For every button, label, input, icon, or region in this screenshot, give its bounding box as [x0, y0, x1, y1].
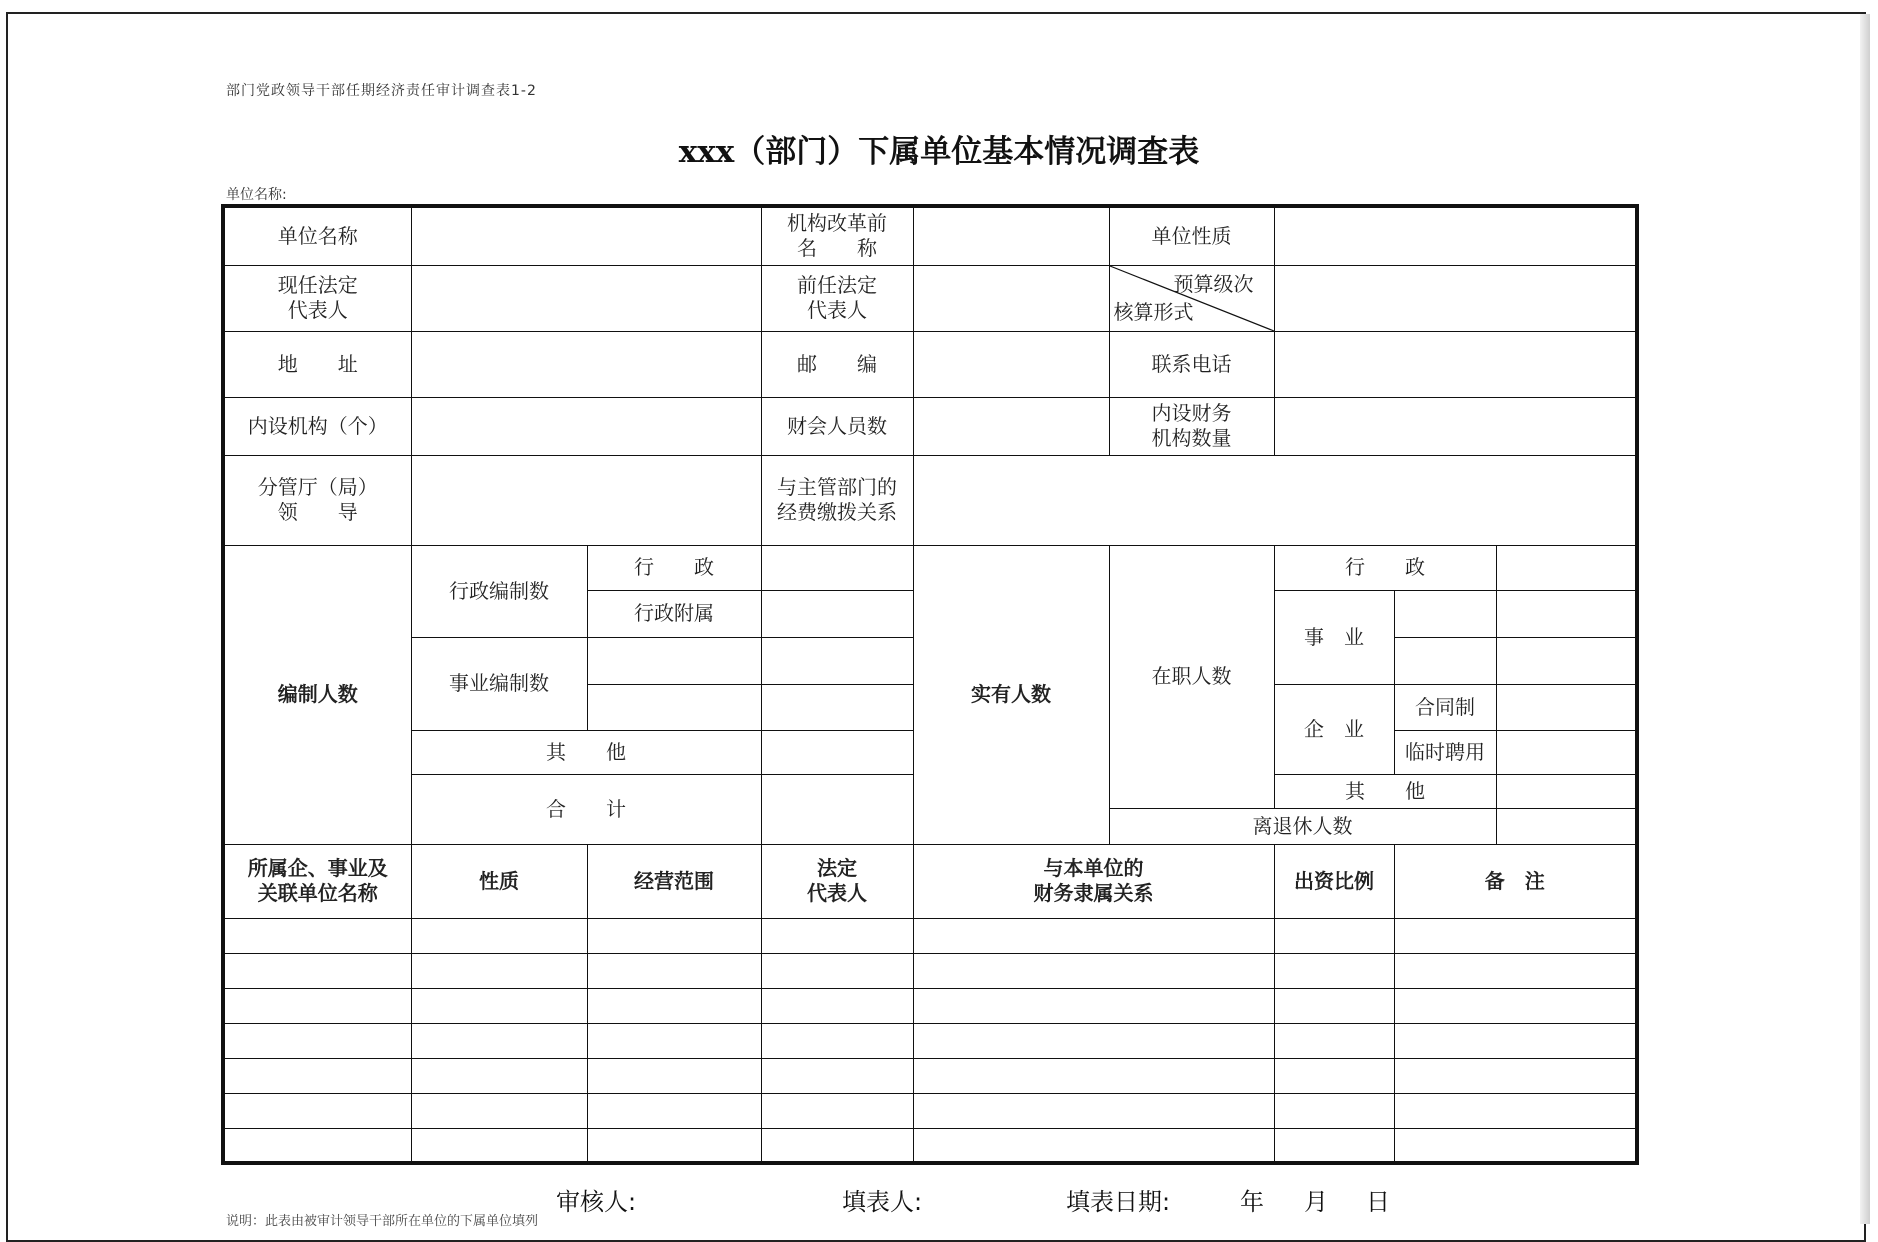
- fill-date-label: 填表日期:: [1066, 1188, 1171, 1216]
- table-cell[interactable]: [913, 988, 1274, 1023]
- phone-field[interactable]: [1274, 331, 1637, 397]
- internal-orgs-label: 内设机构（个）: [223, 397, 411, 455]
- nature-header: 性质: [411, 844, 587, 918]
- table-cell[interactable]: [587, 1128, 761, 1163]
- table-cell[interactable]: [587, 1093, 761, 1128]
- table-cell[interactable]: [913, 1058, 1274, 1093]
- table-cell[interactable]: [223, 988, 411, 1023]
- current-rep-label: 现任法定 代表人: [223, 265, 411, 331]
- actual-staff-label: 实有人数: [913, 545, 1109, 844]
- finance-staff-field[interactable]: [913, 397, 1109, 455]
- table-cell[interactable]: [1394, 1023, 1637, 1058]
- table-cell[interactable]: [587, 1058, 761, 1093]
- internal-orgs-field[interactable]: [411, 397, 761, 455]
- former-rep-label: 前任法定 代表人: [761, 265, 913, 331]
- table-cell[interactable]: [587, 988, 761, 1023]
- other-field[interactable]: [761, 730, 913, 774]
- leader-label: 分管厅（局） 领 导: [223, 455, 411, 545]
- actual-other-field[interactable]: [1496, 774, 1637, 808]
- table-cell[interactable]: [1394, 1128, 1637, 1163]
- table-cell[interactable]: [1274, 988, 1394, 1023]
- address-label: 地 址: [223, 331, 411, 397]
- actual-admin-label: 行 政: [1274, 545, 1496, 590]
- former-rep-field[interactable]: [913, 265, 1109, 331]
- admin-label: 行 政: [587, 545, 761, 590]
- table-cell[interactable]: [587, 918, 761, 953]
- postcode-field[interactable]: [913, 331, 1109, 397]
- table-cell[interactable]: [761, 953, 913, 988]
- affiliates-header: 所属企、事业及 关联单位名称: [223, 844, 411, 918]
- public-staffing-field-1[interactable]: [761, 637, 913, 684]
- year-label: 年: [1240, 1188, 1264, 1216]
- phone-label: 联系电话: [1109, 331, 1274, 397]
- table-cell[interactable]: [913, 918, 1274, 953]
- table-cell[interactable]: [1274, 953, 1394, 988]
- table-row: [223, 1093, 1637, 1128]
- budget-accounting-header: [1109, 265, 1274, 331]
- table-row: [223, 988, 1637, 1023]
- institution-field-2[interactable]: [1496, 637, 1637, 684]
- admin-affiliated-field[interactable]: [761, 590, 913, 637]
- public-staffing-field-2[interactable]: [761, 684, 913, 730]
- table-cell[interactable]: [223, 1128, 411, 1163]
- month-label: 月: [1304, 1188, 1328, 1216]
- table-cell[interactable]: [411, 988, 587, 1023]
- in-service-label: 在职人数: [1109, 545, 1274, 808]
- institution-field-1[interactable]: [1496, 590, 1637, 637]
- funding-relation-label: 与主管部门的 经费缴拨关系: [761, 455, 913, 545]
- table-cell[interactable]: [913, 1093, 1274, 1128]
- institution-sub-1[interactable]: [1394, 590, 1496, 637]
- enterprise-label: 企 业: [1274, 684, 1394, 774]
- contract-field[interactable]: [1496, 684, 1637, 730]
- total-label: 合 计: [411, 774, 761, 844]
- table-cell[interactable]: [1394, 1058, 1637, 1093]
- former-name-field[interactable]: [913, 206, 1109, 265]
- internal-finance-label: 内设财务 机构数量: [1109, 397, 1274, 455]
- table-row: [223, 1023, 1637, 1058]
- unit-name-label-cell: 单位名称: [223, 206, 411, 265]
- table-cell[interactable]: [761, 1128, 913, 1163]
- table-cell[interactable]: [761, 1093, 913, 1128]
- public-staffing-label: 事业编制数: [411, 637, 587, 730]
- admin-affiliated-label: 行政附属: [587, 590, 761, 637]
- table-cell[interactable]: [1274, 1058, 1394, 1093]
- unit-nature-label: 单位性质: [1109, 206, 1274, 265]
- actual-other-label: 其 他: [1274, 774, 1496, 808]
- finance-staff-label: 财会人员数: [761, 397, 913, 455]
- table-cell[interactable]: [411, 953, 587, 988]
- total-field[interactable]: [761, 774, 913, 844]
- table-cell[interactable]: [913, 1128, 1274, 1163]
- temporary-label: 临时聘用: [1394, 730, 1496, 774]
- postcode-label: 邮 编: [761, 331, 913, 397]
- page-edge-shadow: [1860, 14, 1870, 1224]
- reviewer-label: 审核人:: [556, 1188, 637, 1216]
- address-field[interactable]: [411, 331, 761, 397]
- table-cell[interactable]: [1394, 918, 1637, 953]
- table-cell[interactable]: [761, 918, 913, 953]
- table-cell[interactable]: [761, 1023, 913, 1058]
- remarks-header: 备 注: [1394, 844, 1637, 918]
- table-cell[interactable]: [223, 918, 411, 953]
- table-cell[interactable]: [411, 918, 587, 953]
- business-scope-header: 经营范围: [587, 844, 761, 918]
- page-title: xxx（部门）下属单位基本情况调查表: [678, 134, 1200, 170]
- table-cell[interactable]: [223, 953, 411, 988]
- table-cell[interactable]: [411, 1093, 587, 1128]
- table-cell[interactable]: [223, 1023, 411, 1058]
- other-label: 其 他: [411, 730, 761, 774]
- form-code: 部门党政领导干部任期经济责任审计调查表1-2: [226, 83, 537, 99]
- temporary-field[interactable]: [1496, 730, 1637, 774]
- admin-field[interactable]: [761, 545, 913, 590]
- funding-relation-field[interactable]: [913, 455, 1637, 545]
- budget-level-label: 预算级次: [1173, 271, 1254, 296]
- finance-relation-header: 与本单位的 财务隶属关系: [913, 844, 1274, 918]
- table-cell[interactable]: [1274, 918, 1394, 953]
- table-cell[interactable]: [1274, 1093, 1394, 1128]
- table-cell[interactable]: [1394, 988, 1637, 1023]
- table-cell[interactable]: [411, 1058, 587, 1093]
- table-cell[interactable]: [761, 988, 913, 1023]
- survey-table: [221, 204, 1639, 1165]
- legal-rep-header: 法定 代表人: [761, 844, 913, 918]
- table-cell[interactable]: [1394, 953, 1637, 988]
- actual-admin-field[interactable]: [1496, 545, 1637, 590]
- table-row: [223, 918, 1637, 953]
- staffing-label: 编制人数: [223, 545, 411, 844]
- internal-finance-field[interactable]: [1274, 397, 1637, 455]
- table-cell[interactable]: [1274, 1023, 1394, 1058]
- unit-name-field[interactable]: [411, 206, 761, 265]
- table-cell[interactable]: [761, 1058, 913, 1093]
- table-row: [223, 1128, 1637, 1163]
- filler-label: 填表人:: [842, 1188, 923, 1216]
- table-cell[interactable]: [587, 953, 761, 988]
- table-cell[interactable]: [587, 1023, 761, 1058]
- table-cell[interactable]: [913, 953, 1274, 988]
- retired-label: 离退休人数: [1109, 808, 1496, 844]
- capital-ratio-header: 出资比例: [1274, 844, 1394, 918]
- table-cell[interactable]: [913, 1023, 1274, 1058]
- contract-label: 合同制: [1394, 684, 1496, 730]
- public-staffing-sub-2[interactable]: [587, 684, 761, 730]
- table-cell[interactable]: [223, 1093, 411, 1128]
- public-staffing-sub-1[interactable]: [587, 637, 761, 684]
- budget-accounting-field[interactable]: [1274, 265, 1637, 331]
- former-name-label: 机构改革前 名 称: [761, 206, 913, 265]
- retired-field[interactable]: [1496, 808, 1637, 844]
- accounting-form-label: 核算形式: [1113, 299, 1194, 324]
- leader-field[interactable]: [411, 455, 761, 545]
- table-cell[interactable]: [1274, 1128, 1394, 1163]
- table-cell[interactable]: [411, 1128, 587, 1163]
- current-rep-field[interactable]: [411, 265, 761, 331]
- institution-sub-2[interactable]: [1394, 637, 1496, 684]
- admin-staffing-label: 行政编制数: [411, 545, 587, 637]
- unit-nature-field[interactable]: [1274, 206, 1637, 265]
- unit-name-label: 单位名称:: [226, 187, 287, 203]
- institution-label: 事 业: [1274, 590, 1394, 684]
- table-row: [223, 1058, 1637, 1093]
- table-cell[interactable]: [411, 1023, 587, 1058]
- table-cell[interactable]: [1394, 1093, 1637, 1128]
- day-label: 日: [1366, 1188, 1390, 1216]
- table-row: [223, 953, 1637, 988]
- table-cell[interactable]: [223, 1058, 411, 1093]
- footnote: 说明：此表由被审计领导干部所在单位的下属单位填列: [226, 1214, 539, 1229]
